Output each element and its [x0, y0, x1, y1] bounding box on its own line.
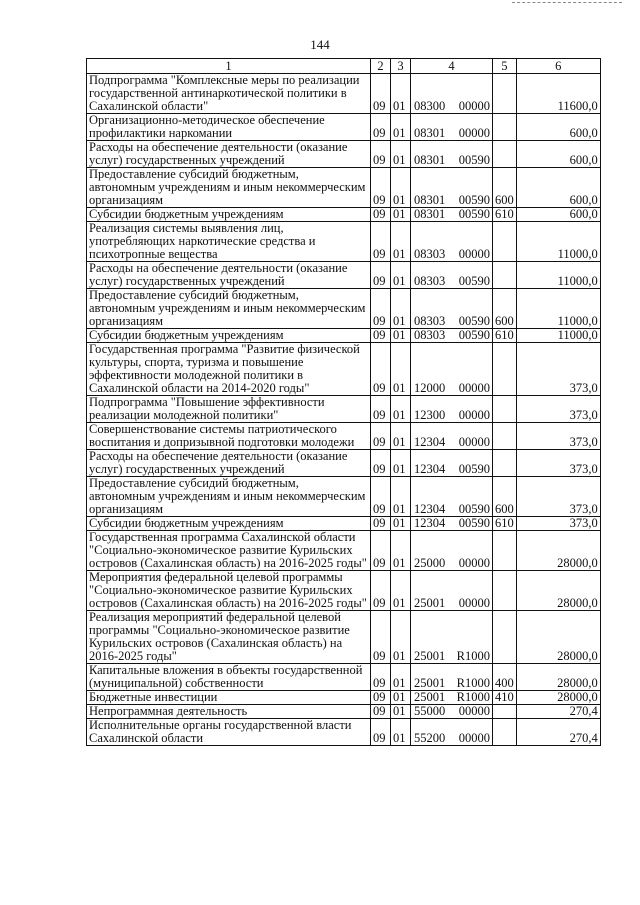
- table-row: [87, 450, 601, 477]
- row-expense-type: 600: [493, 477, 517, 517]
- row-name: Расходы на обеспечение деятельности (оказание услуг) государственных учреждений: [87, 141, 371, 168]
- row-expense-code: 00000: [458, 596, 490, 610]
- row-target-article: [411, 396, 493, 423]
- row-expense-code: 00000: [458, 704, 490, 718]
- row-expense-type: [493, 141, 517, 168]
- row-target-article: [411, 141, 493, 168]
- row-expense-type: [493, 262, 517, 289]
- row-amount: 373,0: [516, 450, 600, 477]
- row-name: Реализация системы выявления лиц, употребляющих наркотические средства и психотропные вещества: [87, 222, 371, 262]
- row-expense-code: 00590: [458, 207, 490, 221]
- row-name: Исполнительные органы государственной власти Сахалинской области: [87, 719, 371, 746]
- row-expense-code: 00000: [458, 731, 490, 745]
- row-expense-type: 600: [493, 289, 517, 329]
- row-target-article: [411, 531, 493, 571]
- row-amount: 373,0: [516, 343, 600, 396]
- row-expense-type: 400: [493, 664, 517, 691]
- row-section: 09: [371, 705, 391, 719]
- row-target-code: 25001: [414, 690, 446, 704]
- row-section: 09: [371, 719, 391, 746]
- row-name: Субсидии бюджетным учреждениям: [87, 208, 371, 222]
- row-section: 09: [371, 262, 391, 289]
- row-expense-code: 00590: [458, 502, 490, 516]
- row-name: Подпрограмма "Комплексные меры по реализации государственной антинаркотической политики в Сахалинской области": [87, 74, 371, 114]
- row-section: 09: [371, 141, 391, 168]
- row-name: Непрограммная деятельность: [87, 705, 371, 719]
- row-name: Бюджетные инвестиции: [87, 691, 371, 705]
- row-amount: 28000,0: [516, 611, 600, 664]
- row-target-code: 55000: [414, 704, 446, 718]
- row-target-article: [411, 611, 493, 664]
- table-row: [87, 289, 601, 329]
- row-target-code: 08303: [414, 314, 446, 328]
- row-section: 09: [371, 208, 391, 222]
- row-subsection: 01: [391, 705, 411, 719]
- row-name: Капитальные вложения в объекты государственной (муниципальной) собственности: [87, 664, 371, 691]
- row-amount: 373,0: [516, 477, 600, 517]
- row-expense-type: [493, 531, 517, 571]
- row-amount: 270,4: [516, 719, 600, 746]
- row-section: 09: [371, 396, 391, 423]
- row-subsection: 01: [391, 114, 411, 141]
- table-row: [87, 517, 601, 531]
- row-target-code: 12304: [414, 502, 446, 516]
- row-subsection: 01: [391, 329, 411, 343]
- budget-table: [86, 58, 601, 746]
- table-row: [87, 531, 601, 571]
- row-amount: 600,0: [516, 168, 600, 208]
- row-section: 09: [371, 517, 391, 531]
- row-name: Расходы на обеспечение деятельности (оказание услуг) государственных учреждений: [87, 450, 371, 477]
- row-subsection: 01: [391, 477, 411, 517]
- table-row: [87, 611, 601, 664]
- row-section: 09: [371, 571, 391, 611]
- row-expense-code: 00590: [458, 516, 490, 530]
- row-target-article: [411, 262, 493, 289]
- row-subsection: 01: [391, 423, 411, 450]
- row-amount: 28000,0: [516, 691, 600, 705]
- row-expense-code: 00590: [458, 328, 490, 342]
- row-expense-type: [493, 222, 517, 262]
- row-target-article: [411, 719, 493, 746]
- row-amount: 28000,0: [516, 571, 600, 611]
- row-subsection: 01: [391, 691, 411, 705]
- row-name: Совершенствование системы патриотического воспитания и допризывной подготовки молодежи: [87, 423, 371, 450]
- row-expense-type: [493, 74, 517, 114]
- row-expense-type: [493, 450, 517, 477]
- row-name: Реализация мероприятий федеральной целевой программы "Социально-экономическое развитие Курильских островов (Сахалинская область) на 2016-2025 годы": [87, 611, 371, 664]
- row-expense-type: [493, 343, 517, 396]
- row-target-code: 25001: [414, 676, 446, 690]
- table-row: [87, 208, 601, 222]
- row-expense-code: 00000: [458, 126, 490, 140]
- row-target-code: 08301: [414, 126, 446, 140]
- row-expense-type: [493, 396, 517, 423]
- table-row: [87, 262, 601, 289]
- row-expense-type: 600: [493, 168, 517, 208]
- row-expense-code: 00000: [458, 247, 490, 261]
- row-target-code: 08301: [414, 207, 446, 221]
- row-target-code: 08303: [414, 274, 446, 288]
- table-row: [87, 719, 601, 746]
- row-target-article: [411, 74, 493, 114]
- table-row: [87, 343, 601, 396]
- row-section: 09: [371, 531, 391, 571]
- row-expense-code: 00000: [458, 381, 490, 395]
- row-section: 09: [371, 114, 391, 141]
- row-section: 09: [371, 168, 391, 208]
- row-target-article: [411, 168, 493, 208]
- row-expense-type: 410: [493, 691, 517, 705]
- row-expense-code: 00590: [458, 462, 490, 476]
- row-subsection: 01: [391, 450, 411, 477]
- row-expense-code: R1000: [456, 649, 490, 663]
- table-row: [87, 168, 601, 208]
- row-target-code: 12300: [414, 408, 446, 422]
- row-section: 09: [371, 74, 391, 114]
- row-target-code: 12304: [414, 435, 446, 449]
- row-target-article: [411, 477, 493, 517]
- row-amount: 28000,0: [516, 664, 600, 691]
- row-target-article: [411, 691, 493, 705]
- row-section: 09: [371, 329, 391, 343]
- row-subsection: 01: [391, 222, 411, 262]
- table-row: [87, 705, 601, 719]
- row-amount: 11000,0: [516, 262, 600, 289]
- row-subsection: 01: [391, 517, 411, 531]
- row-subsection: 01: [391, 168, 411, 208]
- row-subsection: 01: [391, 343, 411, 396]
- row-target-code: 25000: [414, 556, 446, 570]
- row-section: 09: [371, 477, 391, 517]
- row-target-article: [411, 329, 493, 343]
- row-expense-type: [493, 719, 517, 746]
- row-expense-code: 00590: [458, 274, 490, 288]
- table-row: [87, 571, 601, 611]
- row-expense-type: [493, 114, 517, 141]
- row-expense-code: R1000: [456, 690, 490, 704]
- row-name: Организационно-методическое обеспечение профилактики наркомании: [87, 114, 371, 141]
- table-row: [87, 423, 601, 450]
- row-section: 09: [371, 423, 391, 450]
- header-cell: 6: [516, 59, 600, 74]
- row-expense-code: 00000: [458, 435, 490, 449]
- row-expense-type: [493, 571, 517, 611]
- row-target-article: [411, 114, 493, 141]
- row-target-code: 25001: [414, 596, 446, 610]
- row-target-code: 08303: [414, 247, 446, 261]
- header-cell: 3: [391, 59, 411, 74]
- row-target-article: [411, 705, 493, 719]
- row-target-code: 08303: [414, 328, 446, 342]
- row-expense-type: [493, 611, 517, 664]
- scan-mark: [512, 2, 622, 7]
- table-row: [87, 141, 601, 168]
- row-target-article: [411, 222, 493, 262]
- row-name: Расходы на обеспечение деятельности (оказание услуг) государственных учреждений: [87, 262, 371, 289]
- row-target-article: [411, 343, 493, 396]
- row-subsection: 01: [391, 719, 411, 746]
- row-section: 09: [371, 222, 391, 262]
- row-subsection: 01: [391, 611, 411, 664]
- row-target-article: [411, 450, 493, 477]
- row-expense-code: 00000: [458, 556, 490, 570]
- row-expense-code: 00000: [458, 408, 490, 422]
- table-row: [87, 114, 601, 141]
- row-section: 09: [371, 343, 391, 396]
- page-number: 144: [310, 37, 330, 52]
- row-amount: 373,0: [516, 423, 600, 450]
- row-amount: 11600,0: [516, 74, 600, 114]
- row-subsection: 01: [391, 289, 411, 329]
- header-cell: 1: [87, 59, 371, 74]
- row-section: 09: [371, 450, 391, 477]
- row-expense-code: 00590: [458, 193, 490, 207]
- table-row: [87, 329, 601, 343]
- row-amount: 11000,0: [516, 222, 600, 262]
- row-subsection: 01: [391, 396, 411, 423]
- row-expense-type: 610: [493, 329, 517, 343]
- header-cell: 4: [411, 59, 493, 74]
- row-target-code: 12304: [414, 516, 446, 530]
- row-name: Государственная программа Сахалинской области "Социально-экономическое развитие Курильских островов (Сахалинская область) на 2016-2025 годы": [87, 531, 371, 571]
- table-row: [87, 222, 601, 262]
- row-subsection: 01: [391, 74, 411, 114]
- row-name: Предоставление субсидий бюджетным, автономным учреждениям и иным некоммерческим организациям: [87, 289, 371, 329]
- row-amount: 11000,0: [516, 329, 600, 343]
- row-expense-code: 00590: [458, 153, 490, 167]
- row-target-code: 08301: [414, 153, 446, 167]
- table-row: [87, 691, 601, 705]
- table-row: [87, 74, 601, 114]
- row-target-article: [411, 571, 493, 611]
- row-target-code: 12304: [414, 462, 446, 476]
- row-target-article: [411, 517, 493, 531]
- row-amount: 270,4: [516, 705, 600, 719]
- row-subsection: 01: [391, 208, 411, 222]
- header-cell: 5: [493, 59, 517, 74]
- row-target-article: [411, 423, 493, 450]
- row-expense-code: R1000: [456, 676, 490, 690]
- row-name: Мероприятия федеральной целевой программы "Социально-экономическое развитие Курильских островов (Сахалинская область) на 2016-2025 годы": [87, 571, 371, 611]
- row-target-article: [411, 208, 493, 222]
- row-expense-code: 00000: [458, 99, 490, 113]
- row-target-code: 55200: [414, 731, 446, 745]
- row-target-code: 08300: [414, 99, 446, 113]
- row-subsection: 01: [391, 262, 411, 289]
- row-name: Субсидии бюджетным учреждениям: [87, 329, 371, 343]
- row-expense-type: 610: [493, 208, 517, 222]
- row-target-article: [411, 664, 493, 691]
- row-name: Государственная программа "Развитие физической культуры, спорта, туризма и повышение эффективности молодежной политики в Сахалинской области на 2014-2020 годы": [87, 343, 371, 396]
- row-amount: 11000,0: [516, 289, 600, 329]
- header-cell: 2: [371, 59, 391, 74]
- table-row: [87, 396, 601, 423]
- row-section: 09: [371, 664, 391, 691]
- row-target-code: 12000: [414, 381, 446, 395]
- table-row: [87, 664, 601, 691]
- row-expense-type: [493, 705, 517, 719]
- row-expense-type: 610: [493, 517, 517, 531]
- row-name: Предоставление субсидий бюджетным, автономным учреждениям и иным некоммерческим организациям: [87, 477, 371, 517]
- header-row: [87, 59, 601, 74]
- row-subsection: 01: [391, 664, 411, 691]
- row-section: 09: [371, 289, 391, 329]
- row-target-code: 25001: [414, 649, 446, 663]
- row-amount: 28000,0: [516, 531, 600, 571]
- row-amount: 600,0: [516, 208, 600, 222]
- row-target-code: 08301: [414, 193, 446, 207]
- table-row: [87, 477, 601, 517]
- row-amount: 600,0: [516, 114, 600, 141]
- row-amount: 373,0: [516, 396, 600, 423]
- row-section: 09: [371, 611, 391, 664]
- row-section: 09: [371, 691, 391, 705]
- row-expense-type: [493, 423, 517, 450]
- row-name: Субсидии бюджетным учреждениям: [87, 517, 371, 531]
- row-amount: 600,0: [516, 141, 600, 168]
- row-subsection: 01: [391, 571, 411, 611]
- row-target-article: [411, 289, 493, 329]
- row-amount: 373,0: [516, 517, 600, 531]
- row-name: Предоставление субсидий бюджетным, автономным учреждениям и иным некоммерческим организациям: [87, 168, 371, 208]
- row-expense-code: 00590: [458, 314, 490, 328]
- row-subsection: 01: [391, 141, 411, 168]
- row-name: Подпрограмма "Повышение эффективности реализации молодежной политики": [87, 396, 371, 423]
- row-subsection: 01: [391, 531, 411, 571]
